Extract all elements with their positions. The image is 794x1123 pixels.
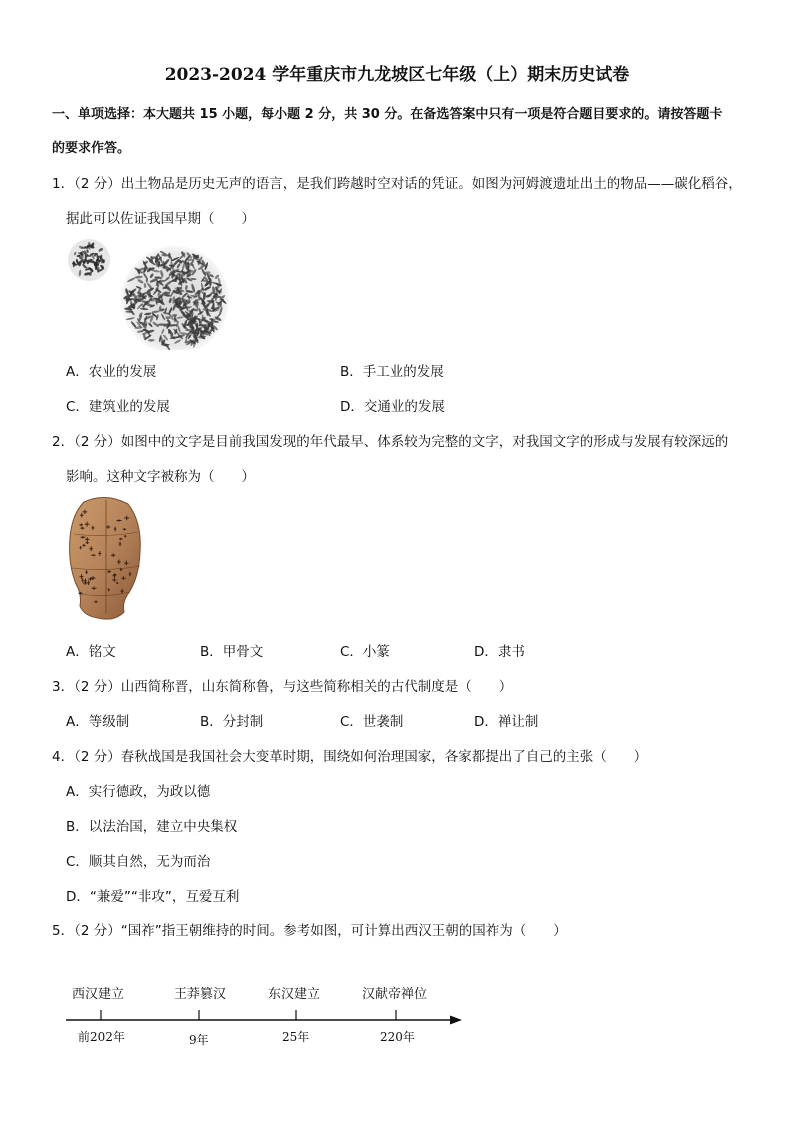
timeline-event-4: 汉献帝禅位 <box>362 987 428 1002</box>
q1-option-a[interactable]: A．农业的发展 <box>66 364 157 380</box>
q4-option-a[interactable]: A．实行德政，为政以德 <box>66 784 211 800</box>
timeline-event-2: 王莽篡汉 <box>174 987 227 1002</box>
section-instructions-line2: 的要求作答。 <box>52 141 131 156</box>
question-1-line1: 1．（2 分）出土物品是历史无声的语言，是我们跨越时空对话的凭证。如图为河姆渡遗址出土的物品——碳化稻谷， <box>52 176 742 192</box>
timeline-year-2: 9年 <box>189 1033 209 1047</box>
question-2-line1: 2．（2 分）如图中的文字是目前我国发现的年代最早、体系较为完整的文字，对我国文字的形成与发展有较深远的 <box>52 434 729 450</box>
q4-option-b[interactable]: B．以法治国，建立中央集权 <box>66 819 238 835</box>
carbonized-rice-image <box>66 236 236 350</box>
q2-option-d[interactable]: D．隶书 <box>474 644 525 660</box>
timeline-event-1: 西汉建立 <box>72 987 125 1002</box>
timeline-arrow-icon <box>450 1016 462 1025</box>
question-1-line2: 据此可以佐证我国早期（ ） <box>66 211 255 227</box>
question-3-line1: 3．（2 分）山西简称晋，山东简称鲁，与这些简称相关的古代制度是（ ） <box>52 679 513 695</box>
question-5-line1: 5．（2 分）“国祚”指王朝维持的时间。参考如图，可计算出西汉王朝的国祚为（ ） <box>52 923 567 939</box>
q3-option-b[interactable]: B．分封制 <box>200 714 264 730</box>
q2-option-c[interactable]: C．小篆 <box>340 644 390 660</box>
rice-grain <box>184 253 186 258</box>
timeline-year-1: 前202年 <box>78 1030 125 1044</box>
page-title: 2023-2024 学年重庆市九龙坡区七年级（上）期末历史试卷 <box>164 65 630 85</box>
timeline-event-3: 东汉建立 <box>268 987 321 1002</box>
question-2-line2: 影响。这种文字被称为（ ） <box>66 469 255 485</box>
timeline-year-4: 220年 <box>380 1030 415 1044</box>
q2-option-b[interactable]: B．甲骨文 <box>200 644 264 660</box>
q1-option-c[interactable]: C．建筑业的发展 <box>66 399 170 415</box>
q2-option-a[interactable]: A．铭文 <box>66 644 116 660</box>
q4-option-d[interactable]: D．“兼爱”“非攻”，互爱互利 <box>66 889 240 905</box>
q3-option-d[interactable]: D．禅让制 <box>474 714 539 730</box>
rice-grain <box>211 319 213 325</box>
rice-grain <box>164 292 170 294</box>
q3-option-c[interactable]: C．世袭制 <box>340 714 404 730</box>
oracle-bone-image <box>66 494 146 624</box>
q1-option-b[interactable]: B．手工业的发展 <box>340 364 444 380</box>
q3-option-a[interactable]: A．等级制 <box>66 714 130 730</box>
timeline-axis <box>64 1006 468 1030</box>
section-instructions-line1: 一、单项选择：本大题共 15 小题，每小题 2 分，共 30 分。在备选答案中只有一项是符合题目要求的。请按答题卡 <box>52 107 723 122</box>
rice-grain <box>87 255 92 257</box>
rice-grain <box>187 265 189 272</box>
timeline-year-3: 25年 <box>282 1030 310 1044</box>
question-4-line1: 4．（2 分）春秋战国是我国社会大变革时期，围绕如何治理国家，各家都提出了自己的主张（ ） <box>52 749 648 765</box>
q4-option-c[interactable]: C．顺其自然，无为而治 <box>66 854 211 870</box>
q1-option-d[interactable]: D．交通业的发展 <box>340 399 445 415</box>
